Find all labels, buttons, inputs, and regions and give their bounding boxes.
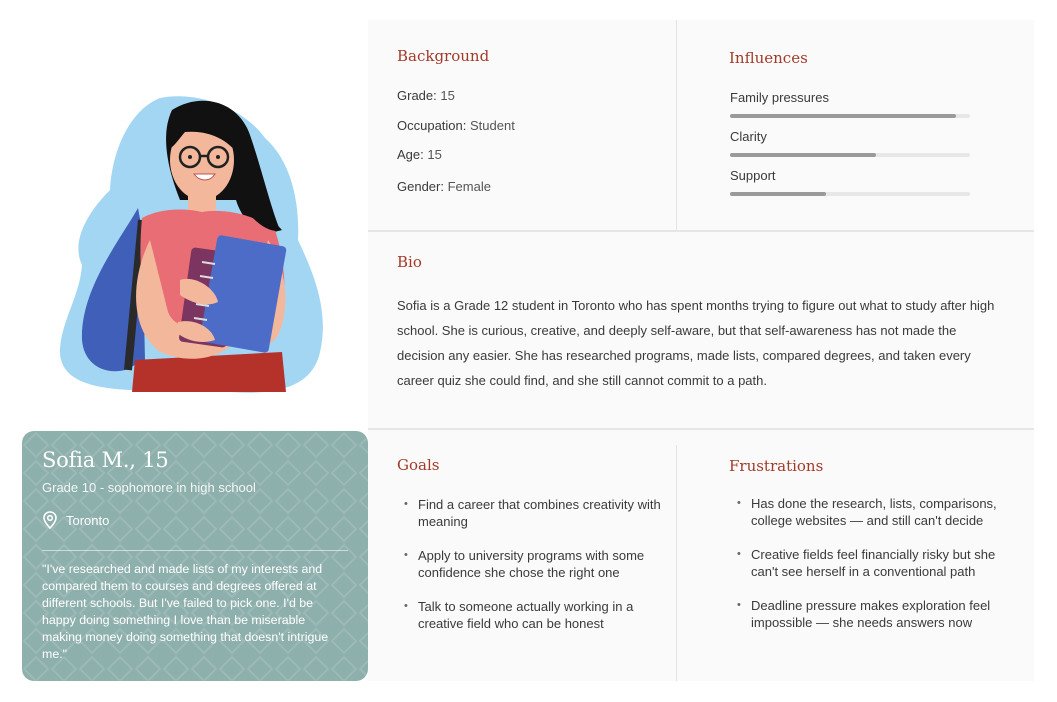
influence-label-family: Family pressures bbox=[730, 90, 829, 105]
field-age bbox=[397, 147, 442, 162]
goal-item: • Talk to someone actually working in a creative field who can be honest bbox=[397, 598, 662, 632]
influence-label-clarity: Clarity bbox=[730, 129, 767, 144]
profile-quote: "I've researched and made lists of my interests and compared them to courses and degrees offered at different schools. But I've failed to pick one. I'd be happy doing something I love than be miserable making money doing something that doesn't intrigue me." bbox=[42, 562, 329, 661]
divider-bottom-vertical bbox=[676, 445, 677, 681]
profile-subtitle: Grade 10 - sophomore in high school bbox=[42, 480, 256, 495]
bio-text: Sofia is a Grade 12 student in Toronto who has spent months trying to figure out what to study after high school. She is curious, creative, and deeply self-aware, but that self-awareness has not made the decision any easier. She has researched programs, made lists, compared degrees, and taken every career quiz she could find, and she still cannot commit to a path. bbox=[397, 298, 995, 388]
influence-bar-support bbox=[730, 192, 970, 196]
avatar-illustration bbox=[50, 90, 340, 400]
field-occupation bbox=[397, 118, 515, 133]
map-pin-icon bbox=[42, 511, 58, 529]
frustrations-title: Frustrations bbox=[729, 457, 824, 475]
divider-top-vertical bbox=[676, 20, 677, 230]
influence-fill-family bbox=[730, 114, 956, 118]
background-title: Background bbox=[397, 47, 490, 65]
frustration-item: • Deadline pressure makes exploration feel impossible — she needs answers now bbox=[730, 597, 1015, 631]
frustration-item: • Has done the research, lists, comparisons, college websites — and still can't decide bbox=[730, 495, 1015, 529]
field-occupation-value: Student bbox=[470, 118, 515, 133]
goal-item: • Find a career that combines creativity with meaning bbox=[397, 496, 662, 530]
goals-title: Goals bbox=[397, 456, 440, 474]
field-gender bbox=[397, 179, 491, 194]
profile-name: Sofia M., 15 bbox=[42, 448, 169, 472]
field-grade bbox=[397, 88, 455, 103]
influence-bar-family bbox=[730, 114, 970, 118]
field-grade-label: Grade: bbox=[397, 88, 437, 103]
frustration-item: • Creative fields feel financially risky but she can't see herself in a conventional path bbox=[730, 546, 1015, 580]
goal-item: • Apply to university programs with some confidence she chose the right one bbox=[397, 547, 662, 581]
field-occupation-label: Occupation: bbox=[397, 118, 467, 133]
field-age-label: Age: bbox=[397, 147, 424, 162]
field-gender-label: Gender: bbox=[397, 179, 444, 194]
field-grade-value: 15 bbox=[440, 88, 455, 103]
influence-bar-clarity bbox=[730, 153, 970, 157]
field-age-value: 15 bbox=[427, 147, 442, 162]
frustrations-list bbox=[730, 495, 1015, 648]
influence-label-support: Support bbox=[730, 168, 776, 183]
location-text: Toronto bbox=[66, 512, 110, 528]
card-divider bbox=[42, 550, 348, 551]
influence-fill-support bbox=[730, 192, 826, 196]
bio-title: Bio bbox=[397, 253, 422, 271]
goals-list bbox=[397, 496, 662, 649]
profile-location bbox=[42, 511, 348, 529]
influences-title: Influences bbox=[729, 49, 808, 67]
field-gender-value: Female bbox=[447, 179, 491, 194]
profile-card bbox=[22, 431, 368, 681]
influence-fill-clarity bbox=[730, 153, 876, 157]
